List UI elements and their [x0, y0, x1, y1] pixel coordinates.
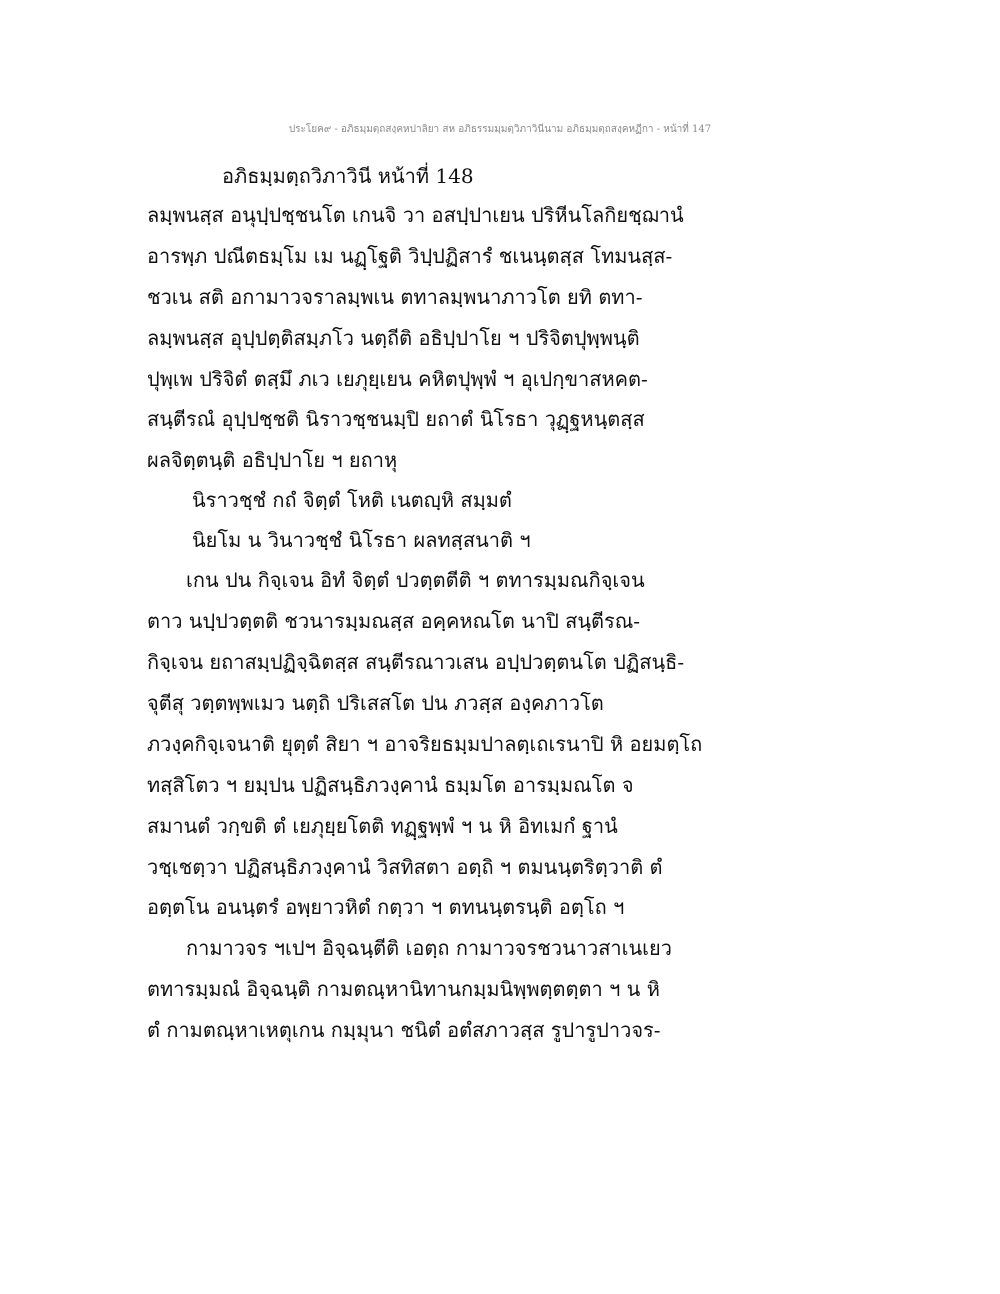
text-line: สมานตํ วกฺขติ ตํ เยภุยฺยโตติ ทฏฺฐพฺพํ ฯ น หิ อิทเมกํ ฐานํ — [147, 814, 618, 838]
text-line: จุตีสุ วตฺตพฺพเมว นตฺถิ ปริเสสโต ปน ภวสฺส องฺคภาวโต — [147, 691, 604, 715]
text-line: ผลจิตฺตนฺติ อธิปฺปาโย ฯ ยถาหุ — [147, 448, 398, 472]
text-line: สนฺตีรณํ อุปฺปชฺชติ นิราวชฺชนมฺปิ ยถาตํ นิโรธา วุฏฺฐหนฺตสฺส — [147, 407, 645, 431]
text-line: ลมฺพนสฺส อุปฺปตฺติสมฺภโว นตฺถีติ อธิปฺปาโย ฯ ปริจิตปุพฺพนฺติ — [147, 326, 640, 350]
text-line: ภวงฺคกิจฺเจนาติ ยุตฺตํ สิยา ฯ อาจริยธมฺมปาลตฺเถเรนาปิ หิ อยมตฺโถ — [147, 732, 703, 756]
text-line: กามาวจร ฯเปฯ อิจฺฉนฺตีติ เอตฺถ กามาวจรชวนาวสาเนเยว — [186, 936, 672, 960]
sub-header: อภิธมฺมตฺถวิภาวินี หน้าที่ 148 — [222, 164, 474, 188]
text-line: อตฺตโน อนนฺตรํ อพฺยาวหิตํ กตฺวา ฯ ตทนนฺตรนฺติ อตฺโถ ฯ — [147, 895, 625, 919]
text-line: ตทารมฺมณํ อิจฺฉนฺติ กามตณฺหานิทานกมฺมนิพฺพตฺตตฺตา ฯ น หิ — [147, 977, 660, 1001]
text-line: ตํ กามตณฺหาเหตุเกน กมฺมุนา ชนิตํ อตํสภาวสฺส รูปารูปาวจร- — [147, 1018, 661, 1042]
text-line: ลมฺพนสฺส อนุปฺปชฺชนโต เกนจิ วา อสปฺปาเยน ปริหีนโลกิยชฺฌานํ — [147, 203, 684, 227]
text-line: กิจฺเจน ยถาสมฺปฏิจฺฉิตสฺส สนฺตีรณาวเสน อปฺปวตฺตนโต ปฏิสนฺธิ- — [147, 650, 685, 674]
text-line: ทสฺสิโตว ฯ ยมฺปน ปฏิสนฺธิภวงฺคานํ ธมฺมโต อารมฺมณโต จ — [147, 773, 634, 797]
page-header: ประโยค๙ - อภิธมฺมตฺถสงฺคหปาลิยา สห อภิธรรมมฺมตฺวิภาวินีนาม อภิธมฺมตฺถสงฺคหฏีกา - หน้าที่ 147 — [288, 124, 712, 135]
text-line: ตาว นปฺปวตฺตติ ชวนารมฺมณสฺส อคฺคหณโต นาปิ สนฺตีรณ- — [147, 609, 641, 633]
text-line: ชวเน สติ อกามาวจราลมฺพเน ตทาลมฺพนาภาวโต ยทิ ตทา- — [147, 285, 643, 309]
text-line: วชฺเชตฺวา ปฏิสนฺธิภวงฺคานํ วิสทิสตา อตฺถิ ฯ ตมนนฺตริตฺวาติ ตํ — [147, 855, 663, 879]
text-line: เกน ปน กิจฺเจน อิทํ จิตฺตํ ปวตฺตตีติ ฯ ตทารมฺมณกิจฺเจน — [186, 568, 645, 592]
text-line: ปุพฺเพ ปริจิตํ ตสฺมึ ภเว เยภุยฺเยน คหิตปุพฺพํ ฯ อุเปกฺขาสหคต- — [147, 367, 648, 391]
verse-line: นิราวชฺชํ กถํ จิตฺตํ โหติ เนตญฺหิ สมฺมตํ — [192, 488, 512, 512]
verse-line: นิยโม น วินาวชฺชํ นิโรธา ผลทสฺสนาติ ฯ — [192, 528, 531, 552]
text-line: อารพฺภ ปณีตธมฺโม เม นฏฺโฐติ วิปฺปฏิสารํ ชเนนฺตสฺส โทมนสฺส- — [147, 244, 673, 268]
